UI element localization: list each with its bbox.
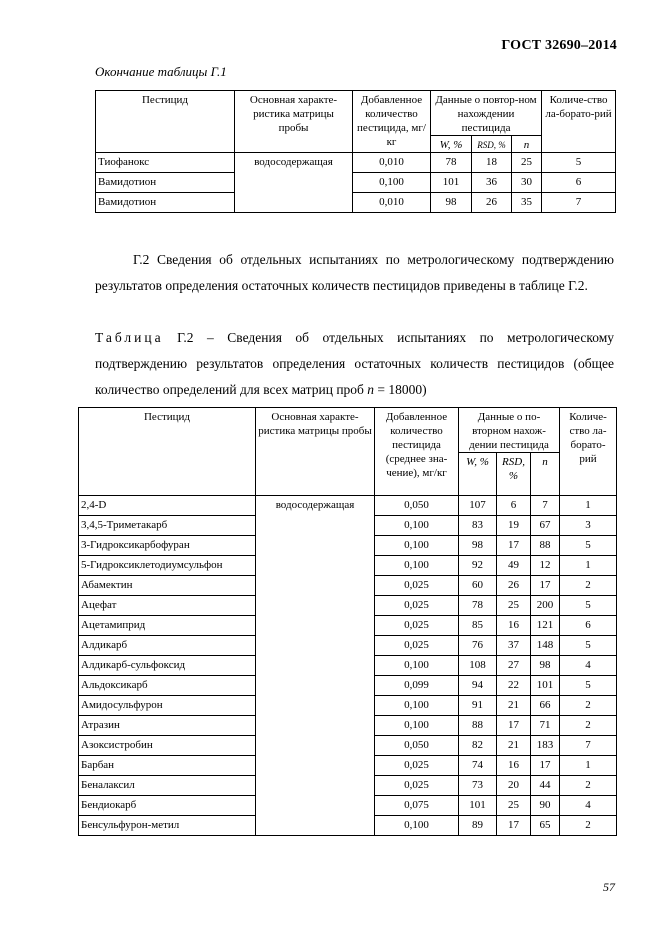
n-cell: 30 [512,173,542,193]
added-amount-cell: 0,025 [375,596,459,616]
added-amount-cell: 0,100 [375,536,459,556]
added-amount-cell: 0,100 [375,516,459,536]
added-amount-cell: 0,010 [353,193,431,213]
pesticide-cell: Атразин [79,716,256,736]
header-w: W, % [431,136,472,153]
n-cell: 65 [531,816,560,836]
added-amount-cell: 0,100 [375,716,459,736]
n-cell: 44 [531,776,560,796]
added-amount-cell: 0,099 [375,676,459,696]
header-pesticide: Пестицид [79,408,256,496]
pesticide-cell: 3-Гидроксикарбофуран [79,536,256,556]
table-row [79,496,617,516]
labs-cell: 1 [560,496,617,516]
n-cell: 7 [531,496,560,516]
n-cell: 121 [531,616,560,636]
pesticide-cell: 5-Гидроксиклетодиумсульфон [79,556,256,576]
w-cell: 85 [459,616,497,636]
table1-caption: Окончание таблицы Г.1 [95,64,227,79]
pesticide-cell: Беналаксил [79,776,256,796]
table-g1-end [95,90,616,213]
w-cell: 76 [459,636,497,656]
rsd-cell: 26 [472,193,512,213]
pesticide-cell: Тиофанокс [96,153,235,173]
rsd-cell: 37 [497,636,531,656]
standard-number: ГОСТ 32690–2014 [501,38,617,53]
rsd-cell: 22 [497,676,531,696]
table-g2 [78,407,617,836]
added-amount-cell: 0,100 [375,556,459,576]
added-amount-cell: 0,025 [375,636,459,656]
n-cell: 12 [531,556,560,576]
rsd-cell: 6 [497,496,531,516]
w-cell: 88 [459,716,497,736]
header-rsd: RSD, % [497,453,531,496]
rsd-cell: 25 [497,596,531,616]
pesticide-cell: Бендиокарб [79,796,256,816]
header-rsd: RSD, % [472,136,512,153]
header-pesticide: Пестицид [96,91,235,153]
labs-cell: 2 [560,776,617,796]
added-amount-cell: 0,100 [375,696,459,716]
w-cell: 83 [459,516,497,536]
added-amount-cell: 0,075 [375,796,459,816]
n-cell: 71 [531,716,560,736]
w-cell: 101 [431,173,472,193]
rsd-cell: 16 [497,616,531,636]
labs-cell: 4 [560,796,617,816]
header-matrix: Основная характе-ристика матрицы пробы [256,408,375,496]
header-added: Добавленное количество пестицида, мг/кг [353,91,431,153]
n-cell: 101 [531,676,560,696]
n-cell: 88 [531,536,560,556]
labs-cell: 5 [560,536,617,556]
paragraph-g2: Г.2 Сведения об отдельных испытаниях по метрологическому подтверждению результатов определения остаточных количеств пестицидов приведены в таблице Г.2. [95,252,614,293]
labs-cell: 5 [560,596,617,616]
w-cell: 78 [431,153,472,173]
n-cell: 183 [531,736,560,756]
rsd-cell: 16 [497,756,531,776]
labs-cell: 2 [560,816,617,836]
n-cell: 66 [531,696,560,716]
rsd-cell: 36 [472,173,512,193]
w-cell: 82 [459,736,497,756]
pesticide-cell: Ацетамиприд [79,616,256,636]
n-value: = 18000) [377,382,427,397]
added-amount-cell: 0,050 [375,736,459,756]
labs-cell: 2 [560,716,617,736]
n-cell: 25 [512,153,542,173]
labs-cell: 3 [560,516,617,536]
pesticide-cell: 2,4-D [79,496,256,516]
labs-cell: 7 [560,736,617,756]
labs-cell: 2 [560,696,617,716]
table-row [96,193,616,213]
added-amount-cell: 0,025 [375,756,459,776]
w-cell: 94 [459,676,497,696]
rsd-cell: 21 [497,736,531,756]
rsd-cell: 25 [497,796,531,816]
labs-cell: 5 [560,676,617,696]
w-cell: 60 [459,576,497,596]
table-g2-title [95,325,614,403]
labs-cell: 5 [542,153,616,173]
rsd-cell: 26 [497,576,531,596]
labs-cell: 2 [560,576,617,596]
w-cell: 101 [459,796,497,816]
added-amount-cell: 0,025 [375,776,459,796]
header-repeat-data: Данные о повтор-ном нахождении пестицида [431,91,542,136]
header-repeat-data: Данные о по-вторном нахож-дении пестицида [459,408,560,453]
pesticide-cell: Бенсульфурон-метил [79,816,256,836]
pesticide-cell: Алдикарб-сульфоксид [79,656,256,676]
n-cell: 67 [531,516,560,536]
w-cell: 73 [459,776,497,796]
n-cell: 17 [531,576,560,596]
rsd-cell: 17 [497,716,531,736]
rsd-cell: 17 [497,816,531,836]
n-symbol: n [367,382,375,397]
header-matrix: Основная характе-ристика матрицы пробы [235,91,353,153]
w-cell: 74 [459,756,497,776]
w-cell: 91 [459,696,497,716]
n-cell: 17 [531,756,560,776]
rsd-cell: 49 [497,556,531,576]
header-labs: Количе-ство ла-борато-рий [542,91,616,153]
header-n: n [512,136,542,153]
n-cell: 35 [512,193,542,213]
matrix-cell: водосодержащая [235,153,353,213]
rsd-cell: 27 [497,656,531,676]
added-amount-cell: 0,025 [375,576,459,596]
header-n: n [531,453,560,496]
n-cell: 98 [531,656,560,676]
pesticide-cell: Азоксистробин [79,736,256,756]
page-number: 57 [603,880,615,894]
pesticide-cell: Вамидотион [96,193,235,213]
labs-cell: 5 [560,636,617,656]
rsd-cell: 20 [497,776,531,796]
labs-cell: 7 [542,193,616,213]
pesticide-cell: Абамектин [79,576,256,596]
table-row [96,153,616,173]
w-cell: 108 [459,656,497,676]
w-cell: 78 [459,596,497,616]
added-amount-cell: 0,025 [375,616,459,636]
pesticide-cell: 3,4,5-Триметакарб [79,516,256,536]
labs-cell: 1 [560,556,617,576]
w-cell: 107 [459,496,497,516]
w-cell: 89 [459,816,497,836]
pesticide-cell: Ацефат [79,596,256,616]
n-cell: 200 [531,596,560,616]
header-labs: Количе-ство ла-борато-рий [560,408,617,496]
w-cell: 92 [459,556,497,576]
table-label: Таблица [95,330,164,345]
added-amount-cell: 0,010 [353,153,431,173]
header-w: W, % [459,453,497,496]
n-cell: 148 [531,636,560,656]
pesticide-cell: Альдоксикарб [79,676,256,696]
labs-cell: 6 [560,616,617,636]
added-amount-cell: 0,050 [375,496,459,516]
rsd-cell: 21 [497,696,531,716]
added-amount-cell: 0,100 [375,656,459,676]
n-cell: 90 [531,796,560,816]
labs-cell: 1 [560,756,617,776]
added-amount-cell: 0,100 [375,816,459,836]
header-added: Добавленное количество пестицида (среднее зна-чение), мг/кг [375,408,459,496]
labs-cell: 4 [560,656,617,676]
rsd-cell: 17 [497,536,531,556]
table-row [96,173,616,193]
rsd-cell: 18 [472,153,512,173]
w-cell: 98 [431,193,472,213]
w-cell: 98 [459,536,497,556]
pesticide-cell: Амидосульфурон [79,696,256,716]
pesticide-cell: Вамидотион [96,173,235,193]
rsd-cell: 19 [497,516,531,536]
pesticide-cell: Барбан [79,756,256,776]
pesticide-cell: Алдикарб [79,636,256,656]
matrix-cell: водосодержащая [256,496,375,836]
labs-cell: 6 [542,173,616,193]
table-title-text: Г.2 – Сведения об отдельных испытаниях по метрологическому подтверждению результатов определения остаточных количеств пестицидов (общее количество определений для всех матриц проб [95,330,614,397]
added-amount-cell: 0,100 [353,173,431,193]
